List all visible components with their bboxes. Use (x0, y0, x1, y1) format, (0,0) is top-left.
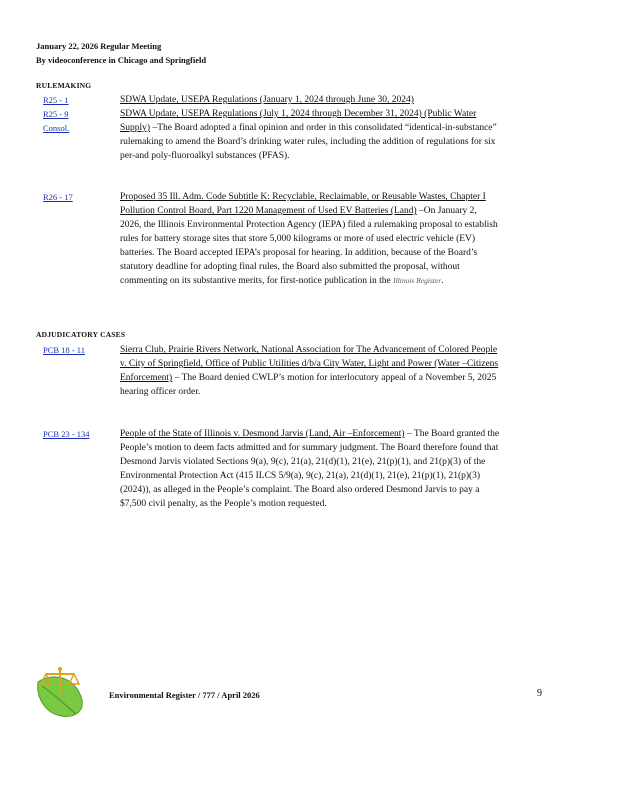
entry-title: Proposed 35 Ill. Adm. Code Subtitle K: Recyclable, Reclaimable, or Reusable Wastes, Chapter I Pollution Control Board, Part 1220 Management of Used EV Batteries (Land) (120, 192, 486, 216)
leaf-scales-icon (34, 664, 86, 720)
section-heading-rulemaking: RULEMAKING (36, 81, 92, 90)
page-number: 9 (537, 688, 542, 699)
docket-link-pcb-23-134[interactable]: PCB 23 - 134 (43, 429, 90, 439)
entry-summary: –On January 2, 2026, the Illinois Environmental Protection Agency (IEPA) filed a rulemaking proposal to establish rules for battery storage sites that store 5,000 kilograms or more of used electric vehicle (EV) batteries. The Board accepted IEPA’s proposal for hearing. In addition, because of the Board’s statutory deadline for adopting final rules, the Board also submitted the proposal, without commenting on its substantive merits, for first-notice publication in the (120, 206, 498, 286)
footer-publication: Environmental Register / 777 / April 2026 (109, 690, 260, 700)
entry-title: Sierra Club, Prairie Rivers Network, National Association for The Advancement of Colored People v. City of Springfield, Office of Public Utilities d/b/a City Water, Light and Power (Water –Citizens Enforcement) (120, 345, 499, 383)
rulemaking-entry-ev-batteries (120, 190, 500, 288)
docket-link-pcb-18-11[interactable]: PCB 18 - 11 (43, 345, 85, 355)
entry-summary: – The Board granted the People’s motion to deem facts admitted and for summary judgment. The Board therefore found that Desmond Jarvis violated Sections 9(a), 9(c), 21(a), 21(d)(1), 21(e), 21(p)(1), and 21(p)(3) of the Environmental Protection Act (415 ILCS 5/9(a), 9(c), 21(a), 21(d)(1), 21(e), 21(p)(1), 21(p)(3) (2024)), as alleged in the People’s complaint. The Board also ordered Desmond Jarvis to pay a $7,500 civil penalty, as the People’s motion requested. (120, 429, 500, 509)
document-header (36, 39, 206, 67)
entry-title: SDWA Update, USEPA Regulations (July 1, 2024 through December 31, 2024) (Public Water Supply) (120, 109, 477, 133)
docket-link-r25-1[interactable]: R25 - 1 (43, 95, 69, 105)
journal-name: Illinois Register (393, 276, 442, 285)
entry-summary: –The Board adopted a final opinion and order in this consolidated “identical-in-substance” rulemaking to amend the Board’s drinking water rules, including the addition of regulations for six per-and poly-fluoroalkyl substances (PFAS). (120, 123, 497, 161)
docket-link-r26-17[interactable]: R26 - 17 (43, 192, 73, 202)
meeting-location: By videoconference in Chicago and Springfield (36, 55, 207, 65)
docket-link-r25-9[interactable]: R25 - 9 (43, 109, 69, 119)
rulemaking-entry-sdwa (120, 93, 500, 163)
entry-summary: – The Board denied CWLP’s motion for interlocutory appeal of a November 5, 2025 hearing officer order. (120, 373, 497, 397)
case-entry-sierra-club (120, 343, 500, 399)
entry-title: SDWA Update, USEPA Regulations (January 1, 2024 through June 30, 2024) (120, 95, 414, 105)
case-entry-jarvis (120, 427, 500, 511)
section-heading-adjudicatory: ADJUDICATORY CASES (36, 330, 126, 339)
entry-tail: . (441, 276, 444, 286)
docket-link-consol[interactable]: Consol. (43, 123, 70, 133)
meeting-date: January 22, 2026 Regular Meeting (36, 41, 162, 51)
entry-title: People of the State of Illinois v. Desmond Jarvis (Land, Air –Enforcement) (120, 429, 405, 439)
